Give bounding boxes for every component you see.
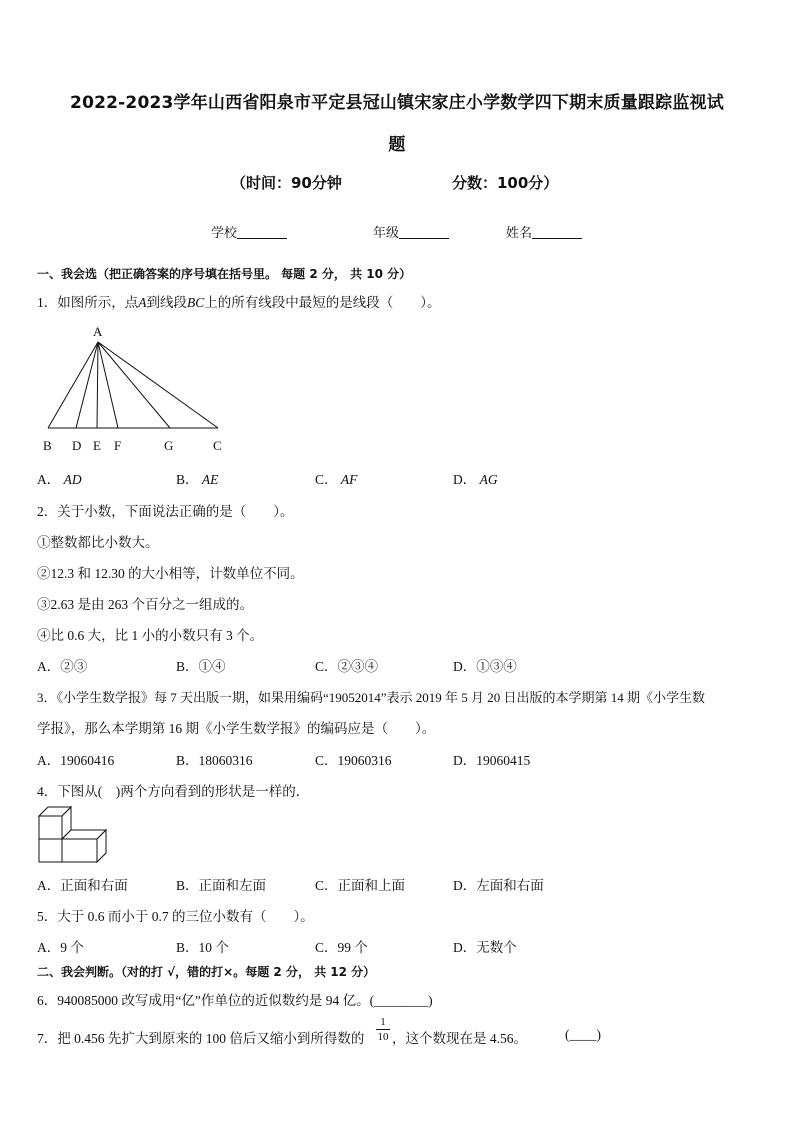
q7-statement-b: ，这个数现在是 4.56。	[392, 1031, 527, 1046]
section1-heading: 一、我会选（把正确答案的序号填在括号里。 每题 2 分， 共 10 分）	[37, 267, 412, 281]
name-blank[interactable]	[532, 226, 582, 239]
q4-option-b[interactable]: B．正面和左面	[176, 878, 267, 893]
q3-option-a[interactable]: A．19060416	[37, 753, 115, 768]
section2-heading: 二、我会判断。（对的打 √，错的打×。每题 2 分， 共 12 分）	[37, 965, 376, 979]
exam-title-line1: 2022-2023学年山西省阳泉市平定县冠山镇宋家庄小学数学四下期末质量跟踪监视试	[70, 93, 724, 113]
label-e: E	[93, 438, 101, 453]
q2-statement-2: ②12.3 和 12.30 的大小相等，计数单位不同。	[37, 566, 304, 581]
q1-option-d-value: AG	[479, 472, 498, 487]
q4-cube-figure	[36, 804, 110, 868]
segment-ae	[97, 342, 98, 428]
q6-statement[interactable]: 6．940085000 改写成用“亿”作单位的近似数约是 94 亿。(________)	[37, 993, 433, 1008]
q1-text-a: 1．如图所示，点	[37, 295, 139, 310]
q1-option-b-key: B．	[176, 472, 199, 487]
q2-statement-4: ④比 0.6 大，比 1 小的小数只有 3 个。	[37, 628, 264, 643]
segment-ad	[76, 342, 98, 428]
name-field[interactable]	[506, 222, 582, 241]
q4-option-c[interactable]: C．正面和上面	[315, 878, 406, 893]
q1-option-b[interactable]	[176, 468, 218, 488]
q2-statement-3: ③2.63 是由 263 个百分之一组成的。	[37, 597, 253, 612]
name-label: 姓名	[506, 225, 533, 240]
q1-option-d-key: D．	[453, 472, 477, 487]
segment-ag	[98, 342, 170, 428]
q5-option-d[interactable]: D．无数个	[453, 940, 517, 955]
exam-time: （时间：90分钟	[231, 174, 342, 192]
segment-ab	[48, 342, 98, 428]
q3-option-b[interactable]: B．18060316	[176, 753, 253, 768]
label-c: C	[213, 438, 222, 453]
q7-answer-blank[interactable]: (____)	[565, 1027, 601, 1042]
segment-af	[98, 342, 118, 428]
q1-var-b: BC	[187, 295, 205, 310]
q3-option-c[interactable]: C．19060316	[315, 753, 392, 768]
label-a: A	[93, 324, 103, 339]
q1-option-a[interactable]	[37, 468, 82, 488]
school-label: 学校	[211, 225, 238, 240]
q5-stem: 5．大于 0.6 而小于 0.7 的三位小数有（ ）。	[37, 909, 314, 924]
grade-label: 年级	[373, 225, 400, 240]
q1-option-a-value: AD	[63, 472, 82, 487]
school-field[interactable]	[211, 222, 287, 241]
q2-option-b[interactable]: B．①④	[176, 659, 226, 674]
q2-option-d[interactable]: D．①③④	[453, 659, 517, 674]
q1-stem	[37, 291, 441, 311]
q1-option-c[interactable]	[315, 468, 357, 488]
q7-fraction-bar	[376, 1029, 390, 1030]
q2-stem: 2．关于小数，下面说法正确的是（ ）。	[37, 504, 294, 519]
q2-statement-1: ①整数都比小数大。	[37, 535, 159, 550]
exam-title-line2: 题	[388, 135, 406, 155]
q1-option-c-key: C．	[315, 472, 338, 487]
label-g: G	[164, 438, 174, 453]
school-blank[interactable]	[237, 226, 287, 239]
q4-option-d[interactable]: D．左面和右面	[453, 878, 544, 893]
q7-fraction-numerator: 1	[380, 1016, 386, 1028]
q1-option-b-value: AE	[201, 472, 219, 487]
q1-option-c-value: AF	[340, 472, 358, 487]
segment-ac	[98, 342, 218, 428]
label-b: B	[43, 438, 52, 453]
q5-option-c[interactable]: C．99 个	[315, 940, 368, 955]
q1-triangle-figure	[36, 322, 236, 457]
label-f: F	[114, 438, 122, 453]
q1-text-b: 到线段	[146, 295, 187, 310]
q7-fraction-denominator: 10	[377, 1031, 389, 1043]
q1-text-c: 上的所有线段中最短的是线段（ ）。	[204, 295, 441, 310]
grade-blank[interactable]	[399, 226, 449, 239]
q3-stem-line1: 3．《小学生数学报》每 7 天出版一期，如果用编码“19052014”表示 2019 年 5 月 20 日出版的本学期第 14 期《小学生数	[37, 690, 706, 705]
q4-stem: 4．下图从( )两个方向看到的形状是一样的．	[37, 784, 310, 799]
q5-option-a[interactable]: A．9 个	[37, 940, 84, 955]
q1-option-d[interactable]	[453, 468, 498, 488]
q2-option-a[interactable]: A．②③	[37, 659, 88, 674]
q4-option-a[interactable]: A．正面和右面	[37, 878, 128, 893]
q2-option-c[interactable]: C．②③④	[315, 659, 379, 674]
q7-fraction	[376, 1016, 390, 1043]
grade-field[interactable]	[373, 222, 449, 241]
q3-stem-line2: 学报》，那么本学期第 16 期《小学生数学报》的编码应是（ ）。	[37, 721, 436, 736]
label-d: D	[72, 438, 82, 453]
q1-var-a: A	[138, 295, 147, 310]
exam-score: 分数：100分）	[452, 174, 559, 192]
q5-option-b[interactable]: B．10 个	[176, 940, 229, 955]
q1-option-a-key: A．	[37, 472, 61, 487]
q3-option-d[interactable]: D．19060415	[453, 753, 531, 768]
q7-statement-a: 7．把 0.456 先扩大到原来的 100 倍后又缩小到所得数的	[37, 1031, 365, 1046]
